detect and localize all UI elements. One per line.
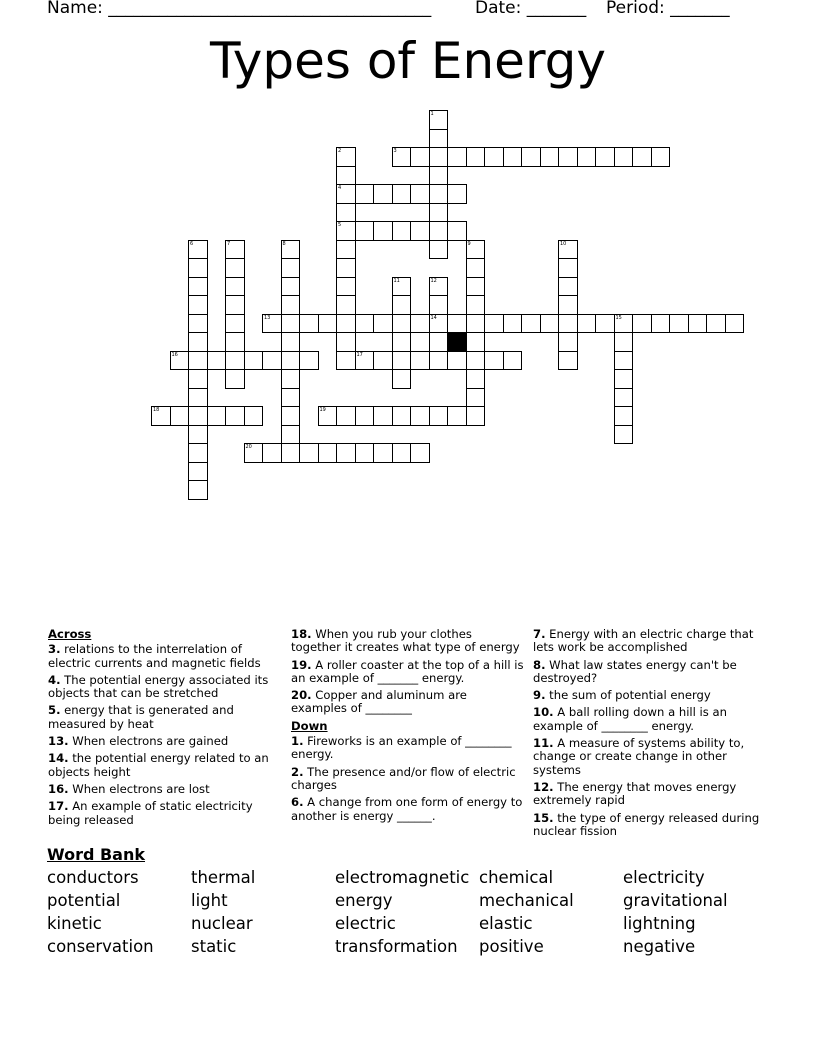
crossword-cell[interactable]	[336, 258, 356, 278]
clue-number: 15	[615, 314, 622, 321]
crossword-cell[interactable]	[336, 443, 356, 463]
crossword-cell[interactable]	[410, 147, 430, 167]
crossword-cell[interactable]	[521, 147, 541, 167]
crossword-cell[interactable]	[392, 332, 412, 352]
word-bank-item: conductors	[47, 868, 139, 887]
clue-number: 4	[338, 185, 342, 191]
across-clue: 14. the potential energy related to an objects height	[48, 751, 269, 779]
crossword-cell[interactable]	[558, 351, 578, 371]
crossword-cell[interactable]	[336, 166, 356, 186]
word-bank	[47, 868, 767, 957]
crossword-cell[interactable]	[392, 314, 412, 334]
crossword-cell[interactable]	[392, 221, 412, 241]
crossword-cell[interactable]	[577, 314, 597, 334]
crossword-cell[interactable]	[225, 369, 245, 389]
crossword-cell[interactable]	[651, 314, 671, 334]
crossword-cell[interactable]	[392, 369, 412, 389]
crossword-cell[interactable]	[225, 406, 245, 426]
crossword-cell[interactable]	[447, 184, 467, 204]
crossword-cell[interactable]	[281, 277, 301, 297]
word-bank-item: conservation	[47, 937, 154, 956]
down-clue: 15. the type of energy released during nuclear fission	[533, 810, 760, 838]
clues-column-3	[533, 628, 767, 842]
word-bank-item: light	[191, 891, 228, 910]
down-clue: 6. A change from one form of energy to another is energy ______.	[291, 795, 523, 823]
crossword-cell[interactable]	[632, 147, 652, 167]
crossword-cell[interactable]	[410, 351, 430, 371]
crossword-cell[interactable]	[558, 147, 578, 167]
crossword-cell[interactable]	[614, 147, 634, 167]
word-bank-item: mechanical	[479, 891, 574, 910]
crossword-cell[interactable]	[540, 314, 560, 334]
across-heading: Across	[48, 627, 92, 641]
crossword-cell[interactable]	[725, 314, 745, 334]
crossword-cell[interactable]	[336, 277, 356, 297]
word-bank-item: positive	[479, 937, 544, 956]
crossword-cell[interactable]	[410, 221, 430, 241]
crossword-cell[interactable]	[540, 147, 560, 167]
crossword-cell[interactable]	[355, 443, 375, 463]
crossword-cell[interactable]	[466, 351, 486, 371]
crossword-cell[interactable]	[466, 314, 486, 334]
crossword-cell[interactable]	[244, 351, 264, 371]
crossword-cell[interactable]	[410, 184, 430, 204]
across-clue: 19. A roller coaster at the top of a hill is an example of _______ energy.	[291, 657, 524, 685]
down-clue: 10. A ball rolling down a hill is an example of ________ energy.	[533, 705, 727, 733]
crossword-cell[interactable]	[188, 258, 208, 278]
crossword-cell[interactable]	[188, 425, 208, 445]
word-bank-title: Word Bank	[47, 845, 146, 864]
name-field[interactable]: Name: ______________________________________	[47, 0, 432, 18]
clue-number: 10	[560, 240, 567, 247]
crossword-cell[interactable]	[429, 351, 449, 371]
crossword-cell[interactable]	[281, 388, 301, 408]
crossword-cell[interactable]	[392, 443, 412, 463]
crossword-cell[interactable]	[225, 332, 245, 352]
crossword-cell[interactable]	[447, 147, 467, 167]
crossword-cell[interactable]	[373, 314, 393, 334]
crossword-cell[interactable]	[614, 351, 634, 371]
crossword-cell[interactable]	[373, 351, 393, 371]
crossword-cell[interactable]	[447, 314, 467, 334]
crossword-cell[interactable]	[558, 295, 578, 315]
word-bank-item: negative	[623, 937, 696, 956]
crossword-cell[interactable]	[336, 314, 356, 334]
crossword-cell[interactable]	[466, 277, 486, 297]
crossword-cell[interactable]	[392, 406, 412, 426]
crossword-cell[interactable]	[484, 314, 504, 334]
crossword-cell[interactable]	[466, 295, 486, 315]
crossword-cell[interactable]	[336, 240, 356, 260]
clue-number: 1	[430, 111, 434, 117]
crossword-cell[interactable]	[225, 351, 245, 371]
across-clue: 5. energy that is generated and measured by heat	[48, 703, 234, 731]
crossword-cell[interactable]	[558, 314, 578, 334]
clue-number: 2	[338, 148, 342, 154]
crossword-cell[interactable]	[281, 406, 301, 426]
clue-number: 18	[153, 407, 160, 413]
word-bank-item: lightning	[623, 914, 696, 933]
crossword-cell[interactable]	[188, 295, 208, 315]
crossword-cell[interactable]	[281, 314, 301, 334]
crossword-cell[interactable]	[188, 480, 208, 500]
word-bank-item: chemical	[479, 868, 554, 887]
crossword-cell[interactable]	[392, 295, 412, 315]
crossword-cell[interactable]	[429, 295, 449, 315]
crossword-cell[interactable]	[614, 332, 634, 352]
crossword-cell[interactable]	[336, 203, 356, 223]
crossword-cell[interactable]	[318, 443, 338, 463]
crossword-cell[interactable]	[577, 147, 597, 167]
clue-number: 9	[467, 240, 471, 247]
crossword-cell[interactable]	[614, 406, 634, 426]
crossword-cell[interactable]	[188, 332, 208, 352]
crossword-cell[interactable]	[355, 314, 375, 334]
word-bank-item: kinetic	[47, 914, 102, 933]
black-square	[447, 332, 467, 352]
crossword-cell[interactable]	[706, 314, 726, 334]
word-bank-item: thermal	[191, 868, 256, 887]
clue-number: 12	[430, 277, 437, 284]
crossword-cell[interactable]	[373, 406, 393, 426]
word-bank-item: gravitational	[623, 891, 728, 910]
crossword-cell[interactable]	[484, 351, 504, 371]
clue-number: 16	[171, 351, 178, 358]
clue-number: 7	[227, 240, 231, 247]
crossword-cell[interactable]	[447, 406, 467, 426]
across-clue: 18. When you rub your clothes together it creates what type of energy	[291, 627, 520, 655]
crossword-cell[interactable]	[336, 351, 356, 371]
crossword-cell[interactable]	[447, 351, 467, 371]
across-clue: 17. An example of static electricity being released	[48, 799, 253, 827]
crossword-cell[interactable]	[669, 314, 689, 334]
crossword-cell[interactable]	[336, 406, 356, 426]
word-bank-item: energy	[335, 891, 393, 910]
clue-number: 19	[319, 407, 326, 413]
across-clue: 13. When electrons are gained	[48, 734, 229, 749]
crossword-cell[interactable]	[429, 129, 449, 149]
clues-column-1	[48, 628, 276, 831]
down-clue: 2. The presence and/or flow of electric charges	[291, 764, 516, 792]
crossword-cell[interactable]	[355, 406, 375, 426]
crossword-cell[interactable]	[632, 314, 652, 334]
crossword-cell[interactable]	[410, 443, 430, 463]
crossword-cell[interactable]	[225, 295, 245, 315]
crossword-cell[interactable]	[318, 314, 338, 334]
crossword-cell[interactable]	[188, 462, 208, 482]
crossword-cell[interactable]	[281, 351, 301, 371]
crossword-cell[interactable]	[355, 184, 375, 204]
crossword-cell[interactable]	[429, 166, 449, 186]
crossword-cell[interactable]	[466, 388, 486, 408]
crossword-cell[interactable]	[281, 258, 301, 278]
crossword-cell[interactable]	[558, 332, 578, 352]
crossword-cell[interactable]	[503, 147, 523, 167]
down-clue: 9. the sum of potential energy	[533, 688, 711, 703]
crossword-cell[interactable]	[225, 258, 245, 278]
word-bank-item: nuclear	[191, 914, 253, 933]
down-clue: 8. What law states energy can't be destroyed?	[533, 657, 737, 685]
down-clue: 7. Energy with an electric charge that lets work be accomplished	[533, 627, 754, 655]
crossword-cell[interactable]	[484, 147, 504, 167]
crossword-cell[interactable]	[299, 351, 319, 371]
crossword-grid	[0, 0, 816, 520]
crossword-cell[interactable]	[429, 147, 449, 167]
clue-number: 13	[264, 314, 271, 321]
word-bank-item: static	[191, 937, 237, 956]
down-clue: 11. A measure of systems ability to, change or create change in other systems	[533, 736, 745, 777]
crossword-cell[interactable]	[207, 406, 227, 426]
across-clue: 20. Copper and aluminum are examples of ________	[291, 688, 467, 716]
crossword-cell[interactable]	[466, 147, 486, 167]
crossword-cell[interactable]	[188, 388, 208, 408]
crossword-cell[interactable]	[503, 351, 523, 371]
crossword-cell[interactable]	[558, 277, 578, 297]
crossword-cell[interactable]	[355, 221, 375, 241]
crossword-cell[interactable]	[373, 221, 393, 241]
crossword-cell[interactable]	[262, 351, 282, 371]
crossword-cell[interactable]	[614, 425, 634, 445]
clue-number: 8	[282, 240, 286, 247]
down-clue: 1. Fireworks is an example of ________ energy.	[291, 734, 512, 762]
crossword-cell[interactable]	[558, 258, 578, 278]
crossword-cell[interactable]	[281, 443, 301, 463]
crossword-cell[interactable]	[614, 388, 634, 408]
crossword-cell[interactable]	[373, 184, 393, 204]
crossword-cell[interactable]	[188, 369, 208, 389]
crossword-cell[interactable]	[281, 425, 301, 445]
clue-number: 3	[393, 148, 397, 154]
crossword-cell[interactable]	[188, 351, 208, 371]
word-bank-item: transformation	[335, 937, 458, 956]
crossword-cell[interactable]	[466, 332, 486, 352]
crossword-cell[interactable]	[244, 406, 264, 426]
clue-number: 20	[245, 444, 252, 450]
crossword-cell[interactable]	[466, 406, 486, 426]
period-field[interactable]: Period: _______	[606, 0, 730, 18]
crossword-cell[interactable]	[429, 332, 449, 352]
crossword-cell[interactable]	[447, 221, 467, 241]
crossword-cell[interactable]	[392, 184, 412, 204]
date-field[interactable]: Date: _______	[475, 0, 587, 18]
crossword-cell[interactable]	[281, 295, 301, 315]
crossword-cell[interactable]	[503, 314, 523, 334]
clue-number: 6	[190, 240, 194, 247]
crossword-cell[interactable]	[392, 351, 412, 371]
clue-number: 17	[356, 351, 363, 358]
crossword-cell[interactable]	[429, 184, 449, 204]
crossword-cell[interactable]	[188, 443, 208, 463]
crossword-cell[interactable]	[188, 406, 208, 426]
crossword-cell[interactable]	[429, 406, 449, 426]
crossword-cell[interactable]	[188, 277, 208, 297]
across-clue: 4. The potential energy associated its objects that can be stretched	[48, 672, 269, 701]
word-bank-item: electricity	[623, 868, 705, 887]
word-bank-item: electric	[335, 914, 396, 933]
crossword-cell[interactable]	[225, 314, 245, 334]
word-bank-item: potential	[47, 891, 121, 910]
crossword-cell[interactable]	[614, 369, 634, 389]
crossword-cell[interactable]	[188, 314, 208, 334]
clue-number: 14	[430, 314, 437, 321]
word-bank-item: elastic	[479, 914, 533, 933]
crossword-cell[interactable]	[262, 443, 282, 463]
down-heading: Down	[291, 718, 328, 733]
crossword-cell[interactable]	[225, 277, 245, 297]
down-clue: 12. The energy that moves energy extremely rapid	[533, 779, 737, 808]
crossword-cell[interactable]	[281, 332, 301, 352]
page-title: Types of Energy	[210, 32, 606, 90]
crossword-cell[interactable]	[595, 147, 615, 167]
word-bank-item: electromagnetic	[335, 868, 470, 887]
across-clue: 16. When electrons are lost	[48, 781, 210, 796]
crossword-cell[interactable]	[688, 314, 708, 334]
crossword-cell[interactable]	[410, 406, 430, 426]
crossword-cell[interactable]	[466, 258, 486, 278]
clue-number: 11	[393, 277, 400, 284]
clues-column-2	[291, 628, 525, 827]
crossword-cell[interactable]	[429, 240, 449, 260]
crossword-cell[interactable]	[281, 369, 301, 389]
crossword-cell[interactable]	[207, 351, 227, 371]
crossword-cell[interactable]	[299, 314, 319, 334]
crossword-cell[interactable]	[429, 203, 449, 223]
across-clue: 3. relations to the interrelation of electric currents and magnetic fields	[48, 642, 261, 670]
crossword-cell[interactable]	[595, 314, 615, 334]
crossword-cell[interactable]	[410, 314, 430, 334]
crossword-cell[interactable]	[170, 406, 190, 426]
clue-number: 5	[338, 222, 342, 228]
crossword-cell[interactable]	[299, 443, 319, 463]
crossword-cell[interactable]	[466, 369, 486, 389]
crossword-cell[interactable]	[521, 314, 541, 334]
crossword-cell[interactable]	[336, 332, 356, 352]
crossword-cell[interactable]	[336, 295, 356, 315]
crossword-cell[interactable]	[373, 443, 393, 463]
crossword-cell[interactable]	[651, 147, 671, 167]
crossword-cell[interactable]	[429, 221, 449, 241]
